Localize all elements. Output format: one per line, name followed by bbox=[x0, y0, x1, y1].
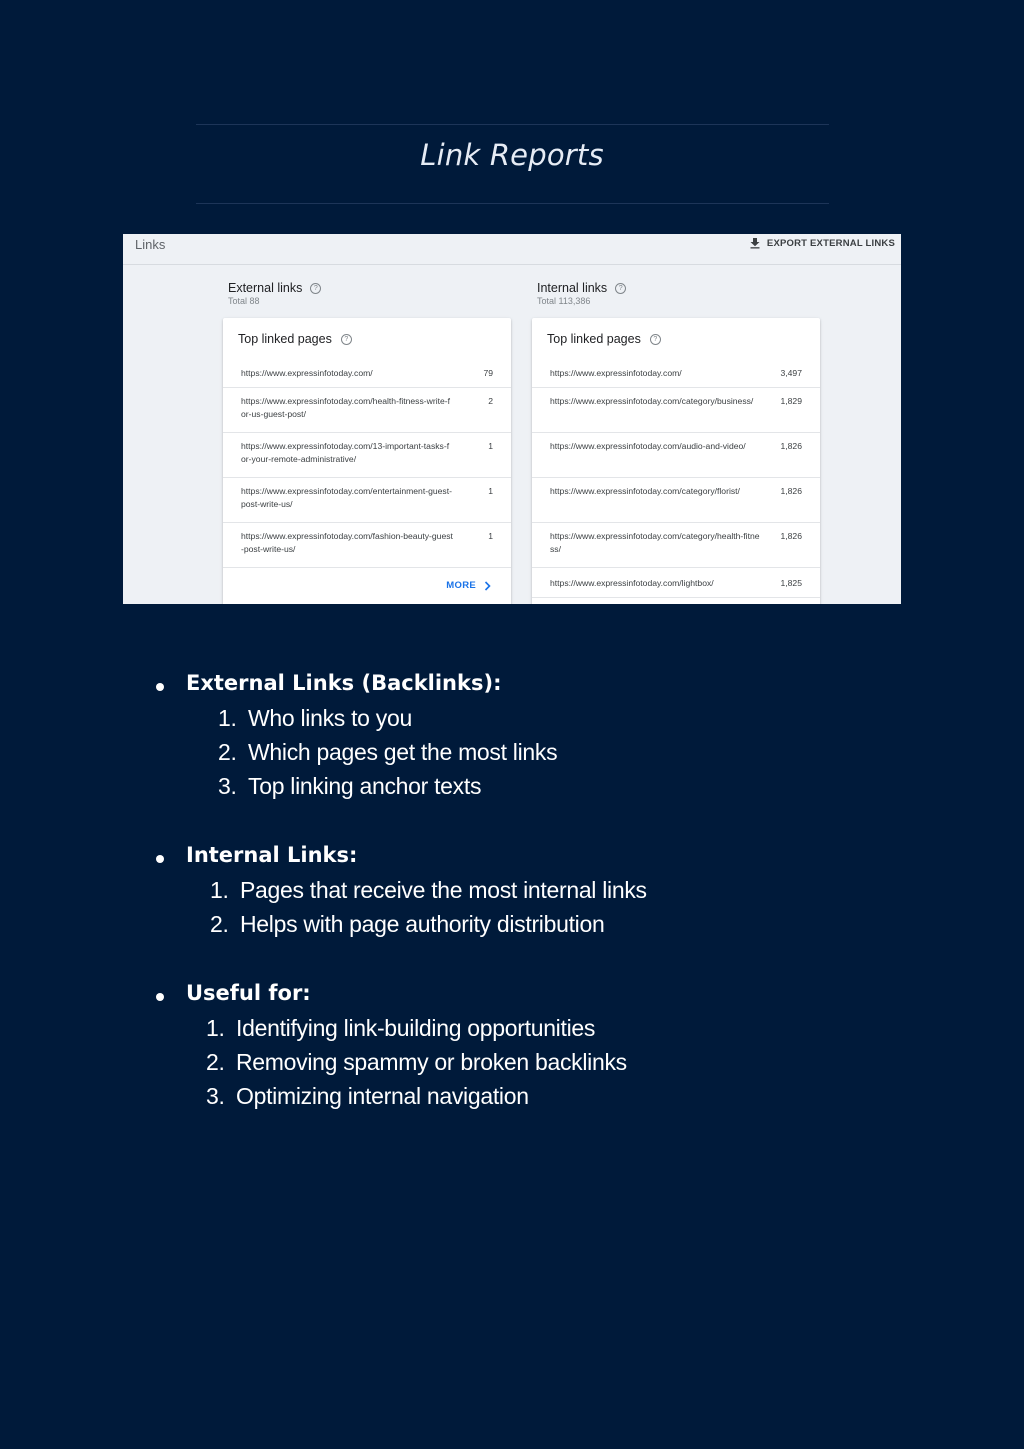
internal-rows bbox=[532, 358, 820, 598]
links-header bbox=[123, 234, 901, 265]
table-row[interactable] bbox=[532, 433, 820, 478]
table-row[interactable] bbox=[532, 568, 820, 598]
table-row[interactable] bbox=[532, 523, 820, 568]
row-count: 1,825 bbox=[780, 578, 802, 588]
page-title: Link Reports bbox=[420, 138, 604, 172]
internal-links-heading bbox=[537, 281, 626, 306]
external-links-label: External links bbox=[228, 281, 303, 295]
row-count: 1,829 bbox=[780, 396, 802, 406]
table-row[interactable] bbox=[532, 388, 820, 433]
section-heading: Internal Links: bbox=[186, 843, 358, 867]
external-card-title: Top linked pages bbox=[238, 332, 332, 346]
help-icon[interactable]: ? bbox=[615, 283, 626, 294]
row-count: 1 bbox=[488, 486, 493, 496]
help-icon[interactable]: ? bbox=[310, 283, 321, 294]
row-url: https://www.expressinfotoday.com/category/business/ bbox=[550, 396, 754, 406]
list-item: 3. Optimizing internal navigation bbox=[206, 1083, 529, 1109]
row-count: 3,497 bbox=[780, 368, 802, 378]
more-label: MORE bbox=[446, 580, 476, 591]
row-url: https://www.expressinfotoday.com/health-fitness-write-for-us-guest-post/ bbox=[241, 396, 451, 419]
row-count: 1 bbox=[488, 531, 493, 541]
title-bottom-rule bbox=[196, 203, 829, 204]
external-links-heading bbox=[228, 281, 321, 306]
download-icon bbox=[749, 237, 761, 249]
chevron-right-icon bbox=[484, 581, 491, 591]
internal-top-linked-pages-card bbox=[532, 318, 820, 604]
row-count: 1 bbox=[488, 441, 493, 451]
list-item: 2. Removing spammy or broken backlinks bbox=[206, 1049, 627, 1075]
table-row[interactable] bbox=[223, 433, 511, 478]
export-external-links-label: EXPORT EXTERNAL LINKS bbox=[766, 237, 895, 249]
list-item: 3. Top linking anchor texts bbox=[218, 773, 482, 799]
row-url: https://www.expressinfotoday.com/ bbox=[550, 368, 682, 378]
row-url: https://www.expressinfotoday.com/audio-and-video/ bbox=[550, 441, 746, 451]
table-row[interactable] bbox=[223, 478, 511, 523]
row-count: 79 bbox=[483, 368, 493, 378]
bullet-icon bbox=[156, 683, 164, 691]
more-button[interactable] bbox=[446, 580, 491, 591]
row-url: https://www.expressinfotoday.com/entertainment-guest-post-write-us/ bbox=[241, 486, 452, 509]
list-item: 1. Identifying link-building opportunities bbox=[206, 1015, 596, 1041]
list-item: 1. Who links to you bbox=[218, 705, 412, 731]
section-heading: Useful for: bbox=[186, 981, 311, 1005]
list-item: 1. Pages that receive the most internal links bbox=[210, 877, 647, 903]
list-item: 2. Which pages get the most links bbox=[218, 739, 558, 765]
external-top-linked-pages-card bbox=[223, 318, 511, 604]
help-icon[interactable]: ? bbox=[650, 334, 661, 345]
table-row[interactable] bbox=[223, 523, 511, 568]
table-row[interactable] bbox=[532, 478, 820, 523]
row-count: 1,826 bbox=[780, 486, 802, 496]
list-item: 2. Helps with page authority distribution bbox=[210, 911, 605, 937]
table-row[interactable] bbox=[223, 388, 511, 433]
internal-links-label: Internal links bbox=[537, 281, 608, 295]
row-count: 1,826 bbox=[780, 441, 802, 451]
table-row[interactable] bbox=[532, 358, 820, 388]
row-url: https://www.expressinfotoday.com/lightbox/ bbox=[550, 578, 714, 588]
links-header-title: Links bbox=[135, 237, 166, 252]
row-url: https://www.expressinfotoday.com/category/health-fitness/ bbox=[550, 531, 760, 554]
row-count: 2 bbox=[488, 396, 493, 406]
export-external-links-button[interactable] bbox=[749, 237, 895, 249]
links-report-screenshot bbox=[123, 234, 901, 604]
external-rows bbox=[223, 358, 511, 568]
title-top-rule bbox=[196, 124, 829, 125]
row-count: 1,826 bbox=[780, 531, 802, 541]
external-links-total: Total 88 bbox=[228, 296, 260, 306]
row-url: https://www.expressinfotoday.com/ bbox=[241, 368, 373, 378]
section-heading: External Links (Backlinks): bbox=[186, 671, 502, 695]
internal-card-title: Top linked pages bbox=[547, 332, 641, 346]
bullet-icon bbox=[156, 855, 164, 863]
internal-links-total: Total 113,386 bbox=[537, 296, 591, 306]
row-url: https://www.expressinfotoday.com/fashion-beauty-guest-post-write-us/ bbox=[241, 531, 453, 554]
bullet-icon bbox=[156, 993, 164, 1001]
row-url: https://www.expressinfotoday.com/category/florist/ bbox=[550, 486, 740, 496]
help-icon[interactable]: ? bbox=[341, 334, 352, 345]
row-url: https://www.expressinfotoday.com/13-important-tasks-for-your-remote-administrative/ bbox=[241, 441, 450, 464]
table-row[interactable] bbox=[223, 358, 511, 388]
